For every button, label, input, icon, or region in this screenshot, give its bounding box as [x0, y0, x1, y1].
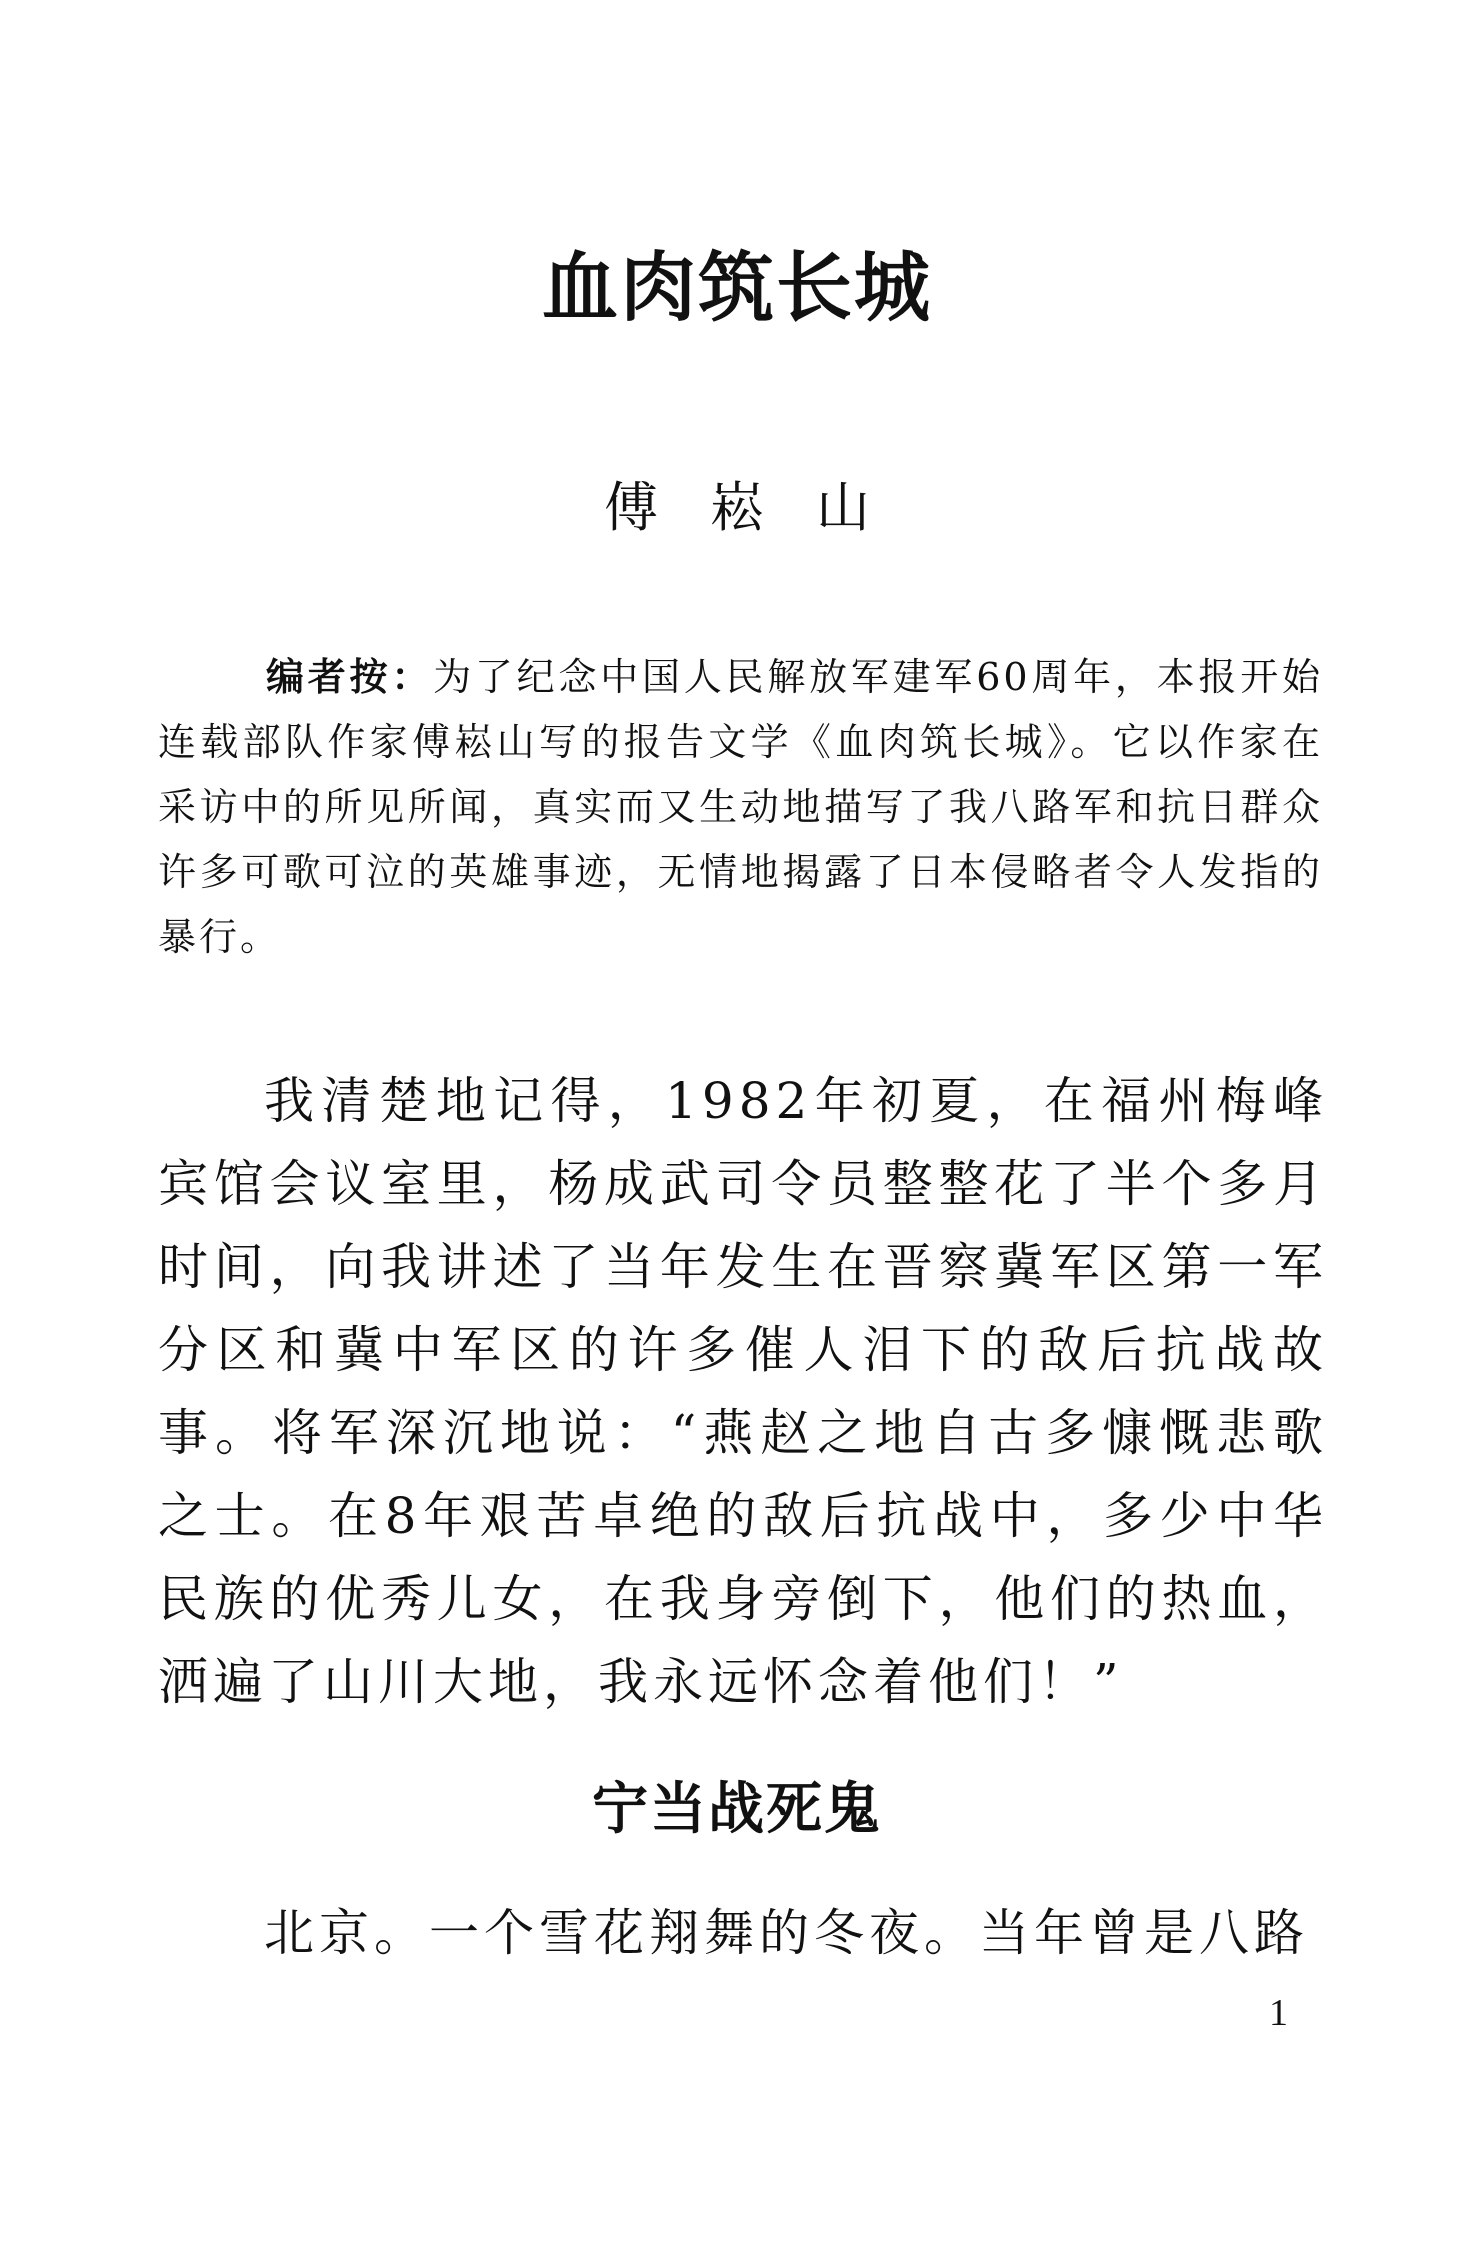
section-heading: 宁当战死鬼	[592, 1777, 882, 1842]
editor-note-text: 为了纪念中国人民解放军建军60周年，本报开始连载部队作家傅崧山写的报告文学《血肉筑长城》。它以作家在采访中的所见所闻，真实而又生动地描写了我八路军和抗日群众许多可歌可泣的英雄事迹，无情地揭露了日本侵略者令人发指的暴行。	[158, 655, 1323, 959]
body-paragraph-1: 我清楚地记得，1982年初夏，在福州梅峰宾馆会议室里，杨成武司令员整整花了半个多月时间，向我讲述了当年发生在晋察冀军区第一军分区和冀中军区的许多催人泪下的敌后抗战故事。将军深沉地说：“燕赵之地自古多慷慨悲歌之士。在8年艰苦卓绝的敌后抗战中，多少中华民族的优秀儿女，在我身旁倒下，他们的热血，洒遍了山川大地，我永远怀念着他们！”	[158, 1072, 1328, 1711]
page-number: 1	[1269, 1992, 1288, 2034]
body-paragraph-2: 北京。一个雪花翔舞的冬夜。当年曾是八路	[264, 1904, 1309, 1962]
editor-note-label: 编者按：	[266, 655, 434, 699]
editor-note	[158, 645, 1323, 970]
author-name: 傅崧山	[604, 476, 922, 539]
article-title: 血肉筑长城	[542, 243, 932, 332]
